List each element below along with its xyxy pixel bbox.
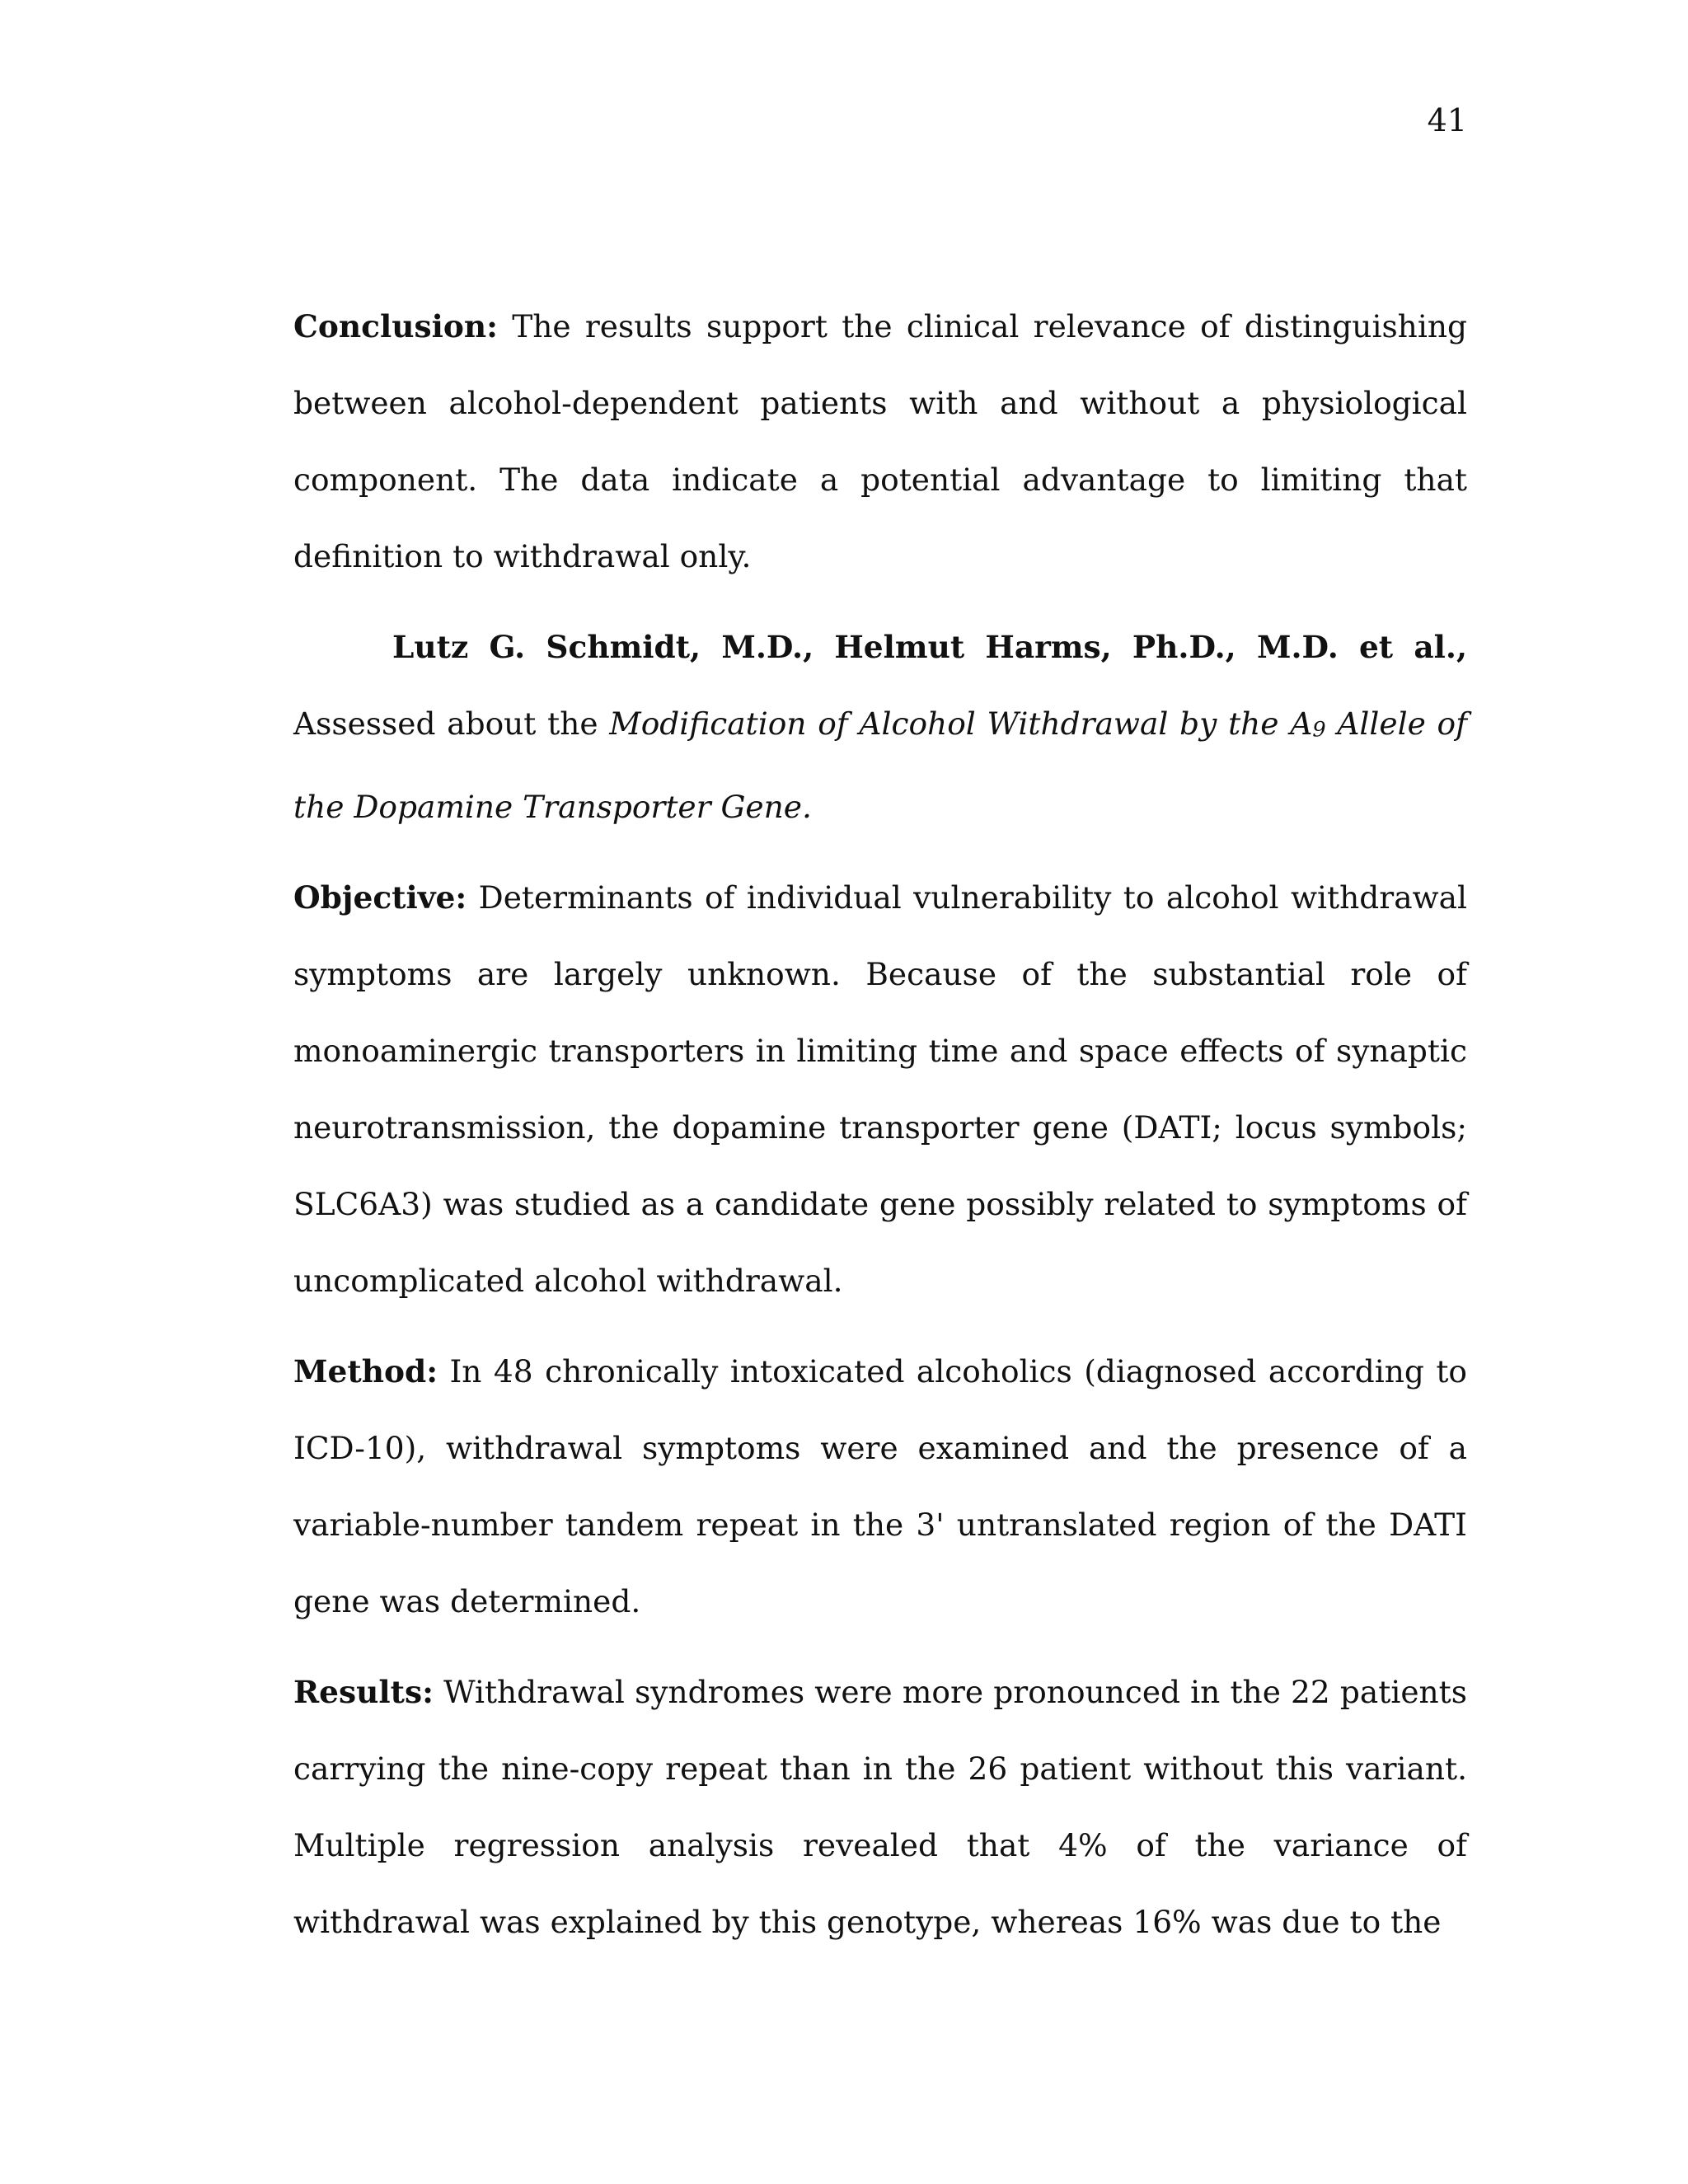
conclusion-paragraph [293, 288, 1467, 595]
results-text: Withdrawal syndromes were more pronounced in the 22 patients carrying the nine-copy repeat than in the 26 patient without this variant. Multiple regression analysis revealed that 4% of the variance of withdrawal was explained by this genotype, whereas 16% was due to the [293, 1673, 1467, 1940]
objective-text: Determinants of individual vulnerability to alcohol withdrawal symptoms are largely unknown. Because of the substantial role of monoaminergic transporters in limiting time and space effects of synaptic neurotransmission, the dopamine transporter gene (DATI; locus symbols; SLC6A3) was studied as a candidate gene possibly related to symptoms of uncomplicated alcohol withdrawal. [293, 879, 1467, 1299]
body-text [293, 288, 1467, 1975]
results-paragraph [293, 1654, 1467, 1961]
method-text: In 48 chronically intoxicated alcoholics (diagnosed according to ICD-10), withdrawal symptoms were examined and the presence of a variable-number tandem repeat in the 3' untranslated region of the DATI gene was determined. [293, 1352, 1467, 1619]
conclusion-label: Conclusion: [293, 308, 498, 344]
reference-title-part2: Allele of the Dopamine Transporter Gene. [293, 705, 1467, 825]
reference-title-subscript: 9 [1312, 717, 1326, 743]
method-label: Method: [293, 1352, 438, 1390]
conclusion-text: The results support the clinical relevance of distinguishing between alcohol-dependent patients with and without a physiological component. The data indicate a potential advantage to limiting that definition to withdrawal only. [293, 308, 1467, 574]
objective-label: Objective: [293, 879, 467, 916]
method-paragraph [293, 1333, 1467, 1640]
reference-title-part1: Modification of Alcohol Withdrawal by the A [609, 705, 1313, 742]
results-label: Results: [293, 1673, 434, 1710]
page-number: 41 [1427, 102, 1467, 138]
objective-paragraph [293, 860, 1467, 1319]
reference-lead: Assessed about the [293, 705, 610, 742]
reference-paragraph [293, 609, 1467, 846]
reference-authors: Lutz G. Schmidt, M.D., Helmut Harms, Ph.D., M.D. et al., [392, 629, 1467, 665]
